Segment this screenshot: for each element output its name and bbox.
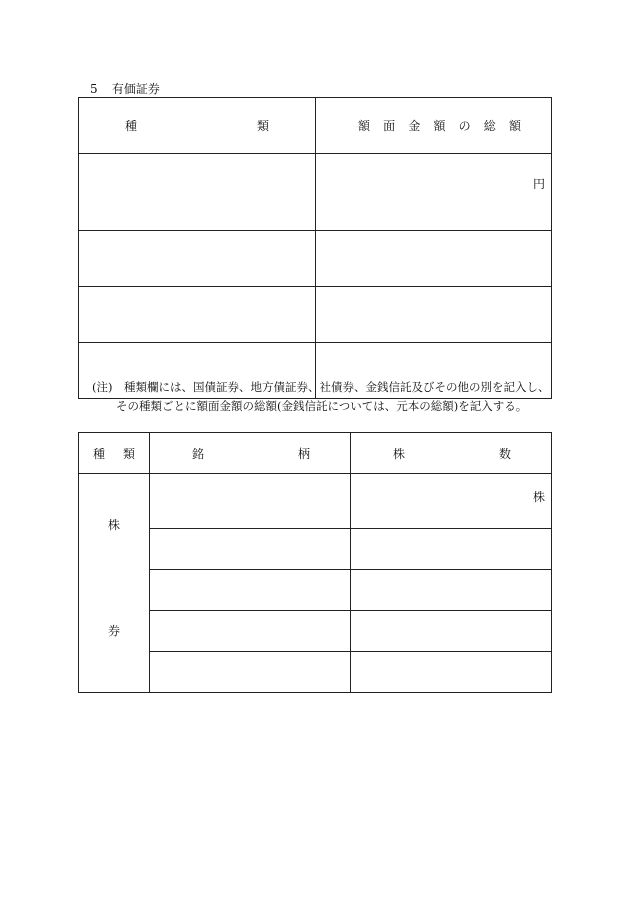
type-cell[interactable] bbox=[79, 154, 316, 231]
unit-shares: 株 bbox=[532, 490, 545, 504]
header-char: 面 bbox=[383, 119, 396, 133]
note-line-1: (注) 種類欄には、国債証券、地方債証券、社債券、金銭信託及びその他の別を記入し、 bbox=[92, 380, 550, 394]
amount-cell[interactable] bbox=[316, 231, 552, 287]
brand-cell[interactable] bbox=[150, 652, 351, 693]
securities-table bbox=[78, 97, 552, 399]
table-row bbox=[79, 231, 552, 287]
count-cell[interactable] bbox=[351, 611, 552, 652]
header-char: 種 bbox=[125, 119, 138, 133]
header-char: の bbox=[458, 119, 471, 133]
brand-cell[interactable] bbox=[150, 529, 351, 570]
header-type bbox=[79, 98, 316, 154]
header-brand bbox=[150, 433, 351, 474]
header-char: 総 bbox=[483, 119, 496, 133]
amount-cell[interactable] bbox=[316, 287, 552, 343]
section-title-text: 有価証券 bbox=[111, 82, 160, 96]
table-row bbox=[79, 154, 552, 231]
kind-bottom-char: 券 bbox=[107, 624, 120, 638]
header-char: 額 bbox=[508, 119, 521, 133]
header-char: 株 bbox=[393, 446, 406, 461]
header-char: 数 bbox=[498, 446, 511, 461]
note bbox=[92, 378, 562, 416]
type-cell[interactable] bbox=[79, 231, 316, 287]
header-char: 類 bbox=[256, 119, 269, 133]
header-char: 額 bbox=[358, 119, 371, 133]
brand-cell[interactable] bbox=[150, 611, 351, 652]
section-title bbox=[90, 80, 160, 97]
type-cell[interactable] bbox=[79, 287, 316, 343]
header-char: 類 bbox=[122, 446, 135, 461]
count-cell[interactable] bbox=[351, 474, 552, 529]
kind-top-char: 株 bbox=[107, 518, 120, 532]
header-amount bbox=[316, 98, 552, 154]
table-header-row bbox=[79, 98, 552, 154]
table-row bbox=[79, 474, 552, 529]
header-type bbox=[79, 433, 150, 474]
header-char: 銘 bbox=[192, 446, 205, 461]
header-char: 種 bbox=[93, 446, 106, 461]
unit-yen: 円 bbox=[532, 177, 545, 191]
count-cell[interactable] bbox=[351, 529, 552, 570]
count-cell[interactable] bbox=[351, 570, 552, 611]
amount-cell[interactable] bbox=[316, 154, 552, 231]
brand-cell[interactable] bbox=[150, 570, 351, 611]
table-row bbox=[79, 287, 552, 343]
header-char: 額 bbox=[433, 119, 446, 133]
header-char: 柄 bbox=[297, 446, 310, 461]
count-cell[interactable] bbox=[351, 652, 552, 693]
section-number: 5 bbox=[90, 82, 98, 96]
brand-cell[interactable] bbox=[150, 474, 351, 529]
stocks-table bbox=[78, 432, 552, 693]
header-char: 金 bbox=[408, 119, 421, 133]
stock-kind-cell bbox=[79, 474, 150, 693]
header-count bbox=[351, 433, 552, 474]
table-header-row bbox=[79, 433, 552, 474]
note-line-2: その種類ごとに額面金額の総額(金銭信託については、元本の総額)を記入する。 bbox=[116, 399, 528, 413]
